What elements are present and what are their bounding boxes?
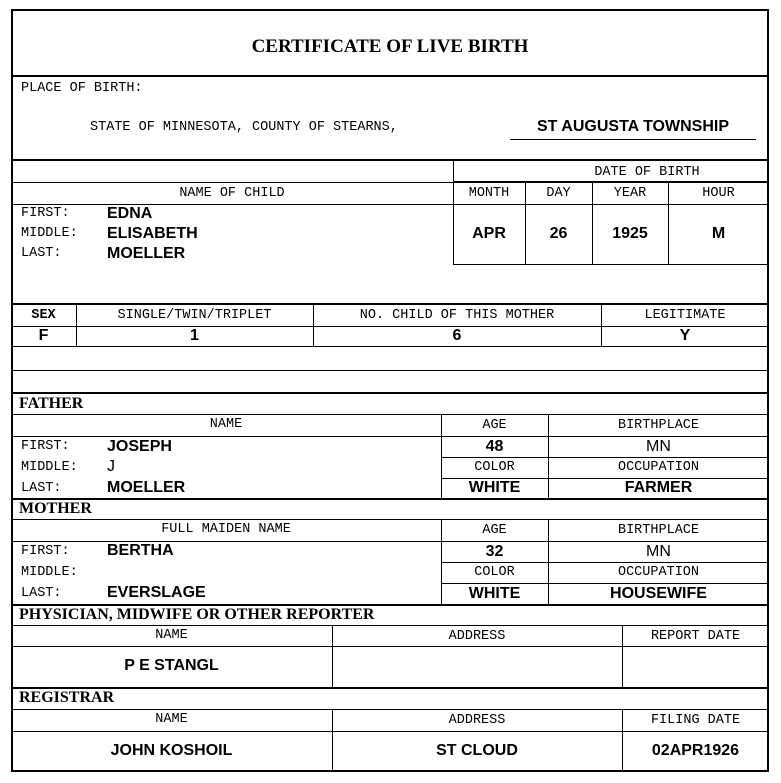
father-birthplace-label: BIRTHPLACE <box>617 418 699 433</box>
birth-hour-value: M <box>711 225 726 242</box>
child-number-label: NO. CHILD OF THIS MOTHER <box>359 308 555 323</box>
mother-age-label: AGE <box>482 523 507 538</box>
report-date-label: REPORT DATE <box>650 629 741 644</box>
plurality-value: 1 <box>190 327 199 344</box>
mother-first-label: FIRST: <box>21 544 70 559</box>
mother-middle-label: MIDDLE: <box>21 565 78 580</box>
father-age-value: 48 <box>485 438 504 455</box>
physician-name-label: NAME <box>155 628 188 643</box>
mother-first-value: BERTHA <box>107 542 174 559</box>
divider <box>11 414 769 415</box>
child-last-value: MOELLER <box>107 245 186 262</box>
father-first-label: FIRST: <box>21 439 70 454</box>
divider <box>11 75 769 77</box>
divider <box>11 687 769 689</box>
divider <box>11 159 769 161</box>
registrar-name-label: NAME <box>155 712 188 727</box>
filing-date-value: 02APR1926 <box>651 742 740 759</box>
township-underline <box>510 139 756 140</box>
divider <box>11 519 769 520</box>
child-first-label: FIRST: <box>21 206 70 221</box>
mother-occupation-value: HOUSEWIFE <box>610 585 707 602</box>
divider <box>441 457 769 458</box>
child-last-label: LAST: <box>21 246 62 261</box>
mother-birthplace-value: MN <box>646 543 671 560</box>
divider <box>11 182 769 183</box>
divider <box>11 709 769 710</box>
father-occupation-value: FARMER <box>624 479 693 496</box>
hour-label: HOUR <box>702 186 735 201</box>
place-of-birth-label: PLACE OF BIRTH: <box>21 81 143 96</box>
father-color-label: COLOR <box>474 460 515 475</box>
township-value: ST AUGUSTA TOWNSHIP <box>537 118 729 135</box>
divider <box>11 392 769 394</box>
divider <box>11 646 769 647</box>
divider <box>11 731 769 732</box>
father-occupation-label: OCCUPATION <box>617 460 699 475</box>
mother-last-value: EVERSLAGE <box>107 584 206 601</box>
divider <box>11 326 769 327</box>
child-middle-value: ELISABETH <box>107 225 198 242</box>
divider <box>11 303 769 305</box>
birth-day-value: 26 <box>549 225 568 242</box>
legitimate-label: LEGITIMATE <box>644 308 726 323</box>
registrar-name-value: JOHN KOSHOIL <box>110 742 233 759</box>
mother-name-header: FULL MAIDEN NAME <box>161 522 291 537</box>
father-first-value: JOSEPH <box>107 438 172 455</box>
divider <box>453 160 454 265</box>
birth-year-value: 1925 <box>612 225 648 242</box>
divider <box>453 264 769 265</box>
physician-section-title: PHYSICIAN, MIDWIFE OR OTHER REPORTER <box>19 606 375 623</box>
divider <box>11 436 769 437</box>
divider <box>11 498 769 500</box>
father-name-header: NAME <box>209 417 243 432</box>
divider <box>441 583 769 584</box>
child-name-header: NAME OF CHILD <box>179 186 285 201</box>
registrar-address-label: ADDRESS <box>448 713 506 728</box>
father-last-label: LAST: <box>21 481 62 496</box>
sex-value: F <box>38 327 49 344</box>
mother-color-label: COLOR <box>474 565 515 580</box>
father-age-label: AGE <box>482 418 507 433</box>
date-of-birth-header: DATE OF BIRTH <box>594 165 700 180</box>
divider <box>11 370 769 371</box>
child-middle-label: MIDDLE: <box>21 226 78 241</box>
registrar-address-value: ST CLOUD <box>436 742 518 759</box>
birth-month-value: APR <box>472 225 506 242</box>
sex-label: SEX <box>31 308 56 323</box>
plurality-label: SINGLE/TWIN/TRIPLET <box>117 308 272 323</box>
child-first-value: EDNA <box>107 205 153 222</box>
divider <box>11 625 769 626</box>
father-middle-label: MIDDLE: <box>21 460 78 475</box>
state-county-text: STATE OF MINNESOTA, COUNTY OF STEARNS, <box>90 120 398 135</box>
mother-section-title: MOTHER <box>19 500 92 517</box>
father-section-title: FATHER <box>19 395 84 412</box>
mother-birthplace-label: BIRTHPLACE <box>617 523 699 538</box>
mother-occupation-label: OCCUPATION <box>617 565 699 580</box>
father-color-value: WHITE <box>468 479 521 496</box>
divider <box>441 562 769 563</box>
month-label: MONTH <box>468 186 510 201</box>
physician-name-value: P E STANGL <box>124 657 219 674</box>
day-label: DAY <box>546 186 571 201</box>
divider <box>11 346 769 347</box>
filing-date-label: FILING DATE <box>650 713 741 728</box>
physician-address-label: ADDRESS <box>448 629 506 644</box>
mother-color-value: WHITE <box>468 585 521 602</box>
certificate-title: CERTIFICATE OF LIVE BIRTH <box>251 36 529 57</box>
mother-last-label: LAST: <box>21 586 62 601</box>
registrar-section-title: REGISTRAR <box>19 689 115 706</box>
father-last-value: MOELLER <box>107 479 186 496</box>
child-number-value: 6 <box>452 327 462 344</box>
father-birthplace-value: MN <box>646 438 671 455</box>
year-label: YEAR <box>613 186 647 201</box>
mother-age-value: 32 <box>485 543 504 560</box>
legitimate-value: Y <box>679 327 691 344</box>
father-middle-value: J <box>107 458 115 475</box>
